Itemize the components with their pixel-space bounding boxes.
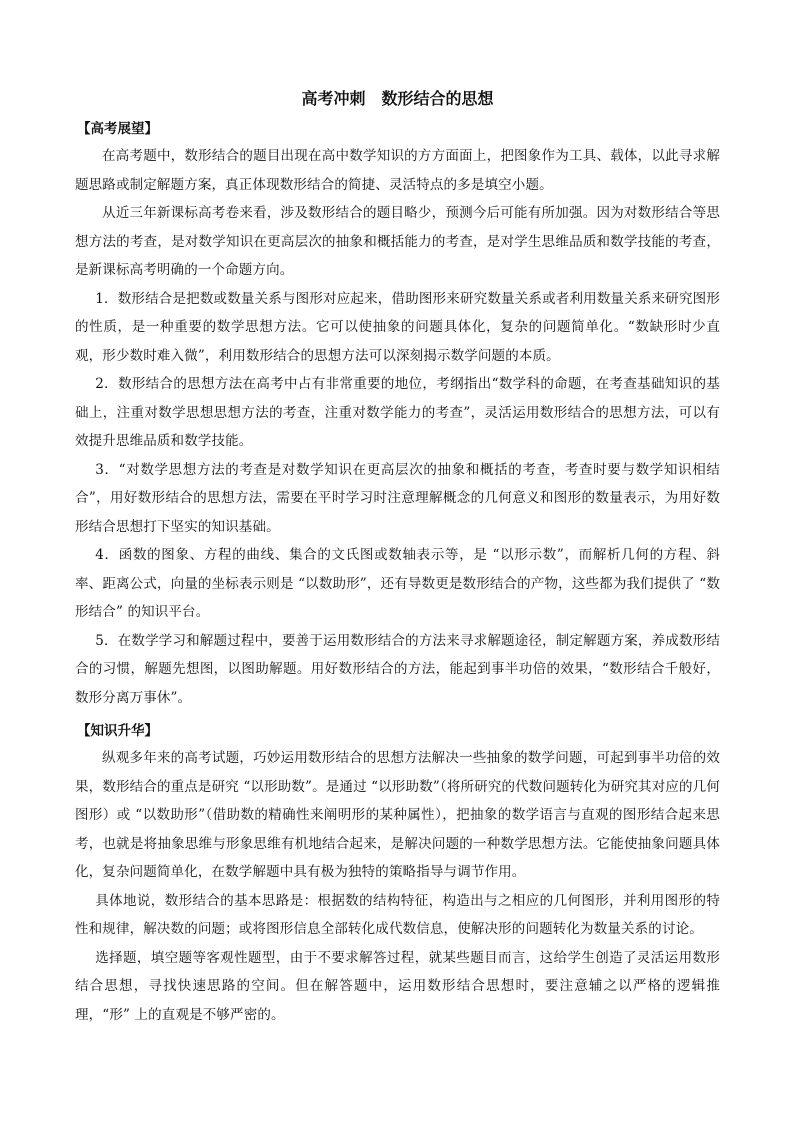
section-heading-outlook: 【高考展望】 bbox=[77, 121, 158, 137]
paragraph: 3．“对数学思想方法的考查是对数学知识在更高层次的抽象和概括的考查，考查时要与数学知识相结合”，用好数形结合的思想方法，需要在平时学习时注意理解概念的几何意义和图形的数量表示，为用好数形结合思想打下坚实的知识基础。 bbox=[75, 461, 720, 535]
paragraph: 纵观多年来的高考试题，巧妙运用数形结合的思想方法解决一些抽象的数学问题，可起到事半功倍的效果，数形结合的重点是研究 “以形助数”。是通过 “以形助数”（将所研究的代数问题转化为研究其对应的几何图形）或 “以数助形”（借助数的精确性来阐明形的某种属性），把抽象的数学语言与直观的图形结合起来思考，也就是将抽象思维与形象思维有机地结合起来，是解决问题的一种数学思想方法。它能使抽象问题具体化，复杂问题简单化，在数学解题中具有极为独特的策略指导与调节作用。 bbox=[75, 750, 720, 880]
section-knowledge bbox=[75, 720, 720, 1029]
section-heading-knowledge: 【知识升华】 bbox=[77, 723, 158, 739]
paragraph: 5．在数学学习和解题过程中，要善于运用数形结合的方法来寻求解题途径，制定解题方案，养成数形结合的习惯，解题先想图，以图助解题。用好数形结合的方法，能起到事半功倍的效果，“数形结合千般好，数形分离万事休”。 bbox=[75, 632, 720, 706]
paragraph: 1．数形结合是把数或数量关系与图形对应起来，借助图形来研究数量关系或者利用数量关系来研究图形的性质，是一种重要的数学思想方法。它可以使抽象的问题具体化，复杂的问题简单化。“数缺形时少直观，形少数时难入微”，利用数形结合的思想方法可以深刻揭示数学问题的本质。 bbox=[75, 290, 720, 364]
paragraph: 具体地说，数形结合的基本思路是：根据数的结构特征，构造出与之相应的几何图形，并利用图形的特性和规律，解决数的问题；或将图形信息全部转化成代数信息，使解决形的问题转化为数量关系的讨论。 bbox=[75, 892, 720, 937]
paragraph: 选择题，填空题等客观性题型，由于不要求解答过程，就某些题目而言，这给学生创造了灵活运用数形结合思想，寻找快速思路的空间。但在解答题中，运用数形结合思想时，要注意辅之以严格的逻辑推理，“形” 上的直观是不够严密的。 bbox=[75, 949, 720, 1023]
paragraph: 在高考题中，数形结合的题目出现在高中数学知识的方方面面上，把图象作为工具、载体，以此寻求解题思路或制定解题方案，真正体现数形结合的简捷、灵活特点的多是填空小题。 bbox=[75, 148, 720, 193]
paragraph: 4．函数的图象、方程的曲线、集合的文氏图或数轴表示等，是 “以形示数”，而解析几何的方程、斜率、距离公式，向量的坐标表示则是 “以数助形”，还有导数更是数形结合的产物，这些都为我们提供了 “数形结合” 的知识平台。 bbox=[75, 547, 720, 620]
paragraph: 2．数形结合的思想方法在高考中占有非常重要的地位，考纲指出“数学科的命题，在考查基础知识的基础上，注重对数学思想思想方法的考查，注重对数学能力的考查”，灵活运用数形结合的思想方法，可以有效提升思维品质和数学技能。 bbox=[75, 376, 720, 449]
document-title: 高考冲刺 数形结合的思想 bbox=[301, 89, 494, 108]
section-outlook bbox=[75, 118, 720, 712]
document-page bbox=[75, 88, 720, 1029]
paragraph: 从近三年新课标高考卷来看，涉及数形结合的题目略少，预测今后可能有所加强。因为对数形结合等思想方法的考查，是对数学知识在更高层次的抽象和概括能力的考查，是对学生思维品质和数学技能的考查，是新课标高考明确的一个命题方向。 bbox=[75, 205, 720, 278]
section-gap bbox=[75, 712, 720, 720]
